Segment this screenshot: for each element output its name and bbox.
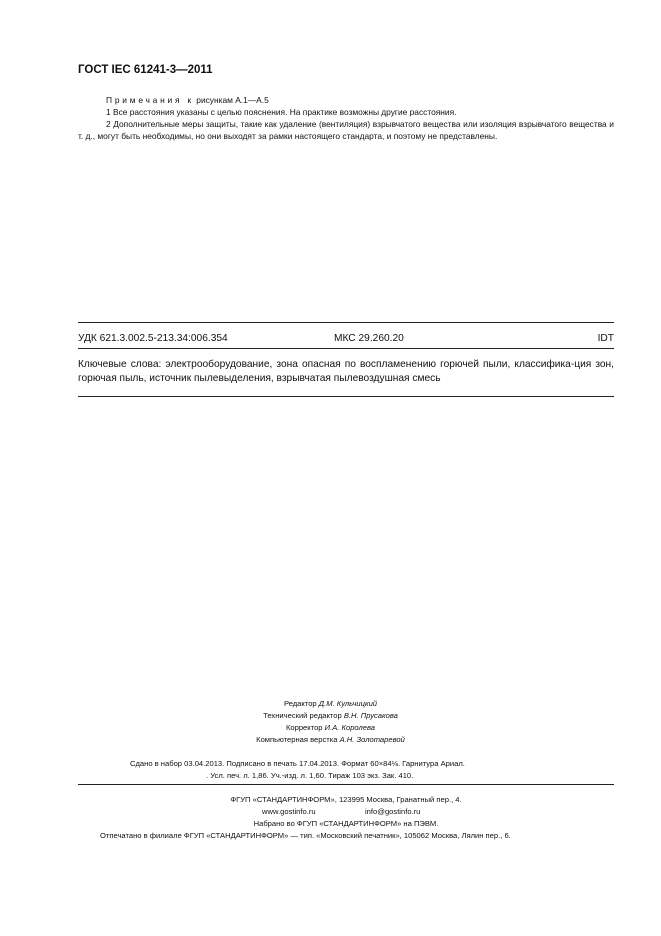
- tech-editor-name: В.Н. Прусакова: [343, 711, 398, 720]
- udk-code: УДК 621.3.002.5-213.34:006.354: [78, 333, 228, 344]
- divider-keywords: [78, 396, 614, 397]
- publisher-line-3: Набрано во ФГУП «СТАНДАРТИНФОРМ» на ПЭВМ.: [253, 819, 439, 828]
- divider-bottom: [78, 784, 614, 785]
- notes-title-rest: рисункам А.1—А.5: [196, 95, 269, 105]
- publisher-website: www.gostinfo.ru: [262, 807, 316, 816]
- publisher-email: info@gostinfo.ru: [365, 807, 421, 816]
- tech-editor-label: Технический редактор: [263, 711, 342, 720]
- notes-title: [78, 94, 614, 106]
- mks-code: МКС 29.260.20: [334, 333, 404, 344]
- document-header: ГОСТ IEC 61241-3—2011: [78, 64, 213, 76]
- corrector-label: Корректор: [285, 723, 323, 732]
- editor-label: Редактор: [283, 699, 317, 708]
- publisher-line-1: ФГУП «СТАНДАРТИНФОРМ», 123995 Москва, Гранатный пер., 4.: [230, 795, 462, 804]
- keywords: Ключевые слова: электрооборудование, зона опасная по воспламенению горючей пыли, классифика-ция зон, горючая пыль, источник пылевыделения, взрывчатая пылевоздушная смесь: [78, 359, 614, 384]
- layout-label: Компьютерная верстка: [256, 735, 338, 744]
- publisher-contacts: [262, 807, 562, 816]
- credit-tech-editor: [0, 711, 661, 720]
- notes-title-spaced: Примечания к: [106, 95, 194, 105]
- print-info-line-2: . Усл. печ. л. 1,86. Уч.-изд. л. 1,60. Тираж 103 экз. Зак. 410.: [206, 771, 414, 780]
- print-info-line-1: Сдано в набор 03.04.2013. Подписано в печать 17.04.2013. Формат 60×84⅛. Гарнитура Ариал.: [130, 759, 465, 768]
- editor-name: Д.М. Кульчицкий: [318, 699, 378, 708]
- credit-editor: [0, 699, 661, 708]
- note-item-2: 2 Дополнительные меры защиты, такие как удаление (вентиляция) взрывчатого вещества или изоляция взрывчатого вещества и т. д., могут быть необходимы, но они выходят за рамки настоящего стандарта, и поэтому не представлены.: [78, 119, 614, 141]
- publisher-line-4: Отпечатано в филиале ФГУП «СТАНДАРТИНФОРМ» — тип. «Московский печатник», 105062 Москва, Лялин пер., 6.: [100, 831, 511, 840]
- divider-middle: [78, 348, 614, 349]
- layout-name: А.Н. Золотаревой: [339, 735, 405, 744]
- idt-label: IDT: [597, 333, 614, 344]
- divider-top: [78, 322, 614, 323]
- credit-layout: [0, 735, 661, 744]
- corrector-name: И.А. Королева: [324, 723, 376, 732]
- credit-corrector: [0, 723, 661, 732]
- note-item-1: 1 Все расстояния указаны с целью пояснения. На практике возможны другие расстояния.: [106, 107, 457, 117]
- figure-notes: [78, 94, 614, 142]
